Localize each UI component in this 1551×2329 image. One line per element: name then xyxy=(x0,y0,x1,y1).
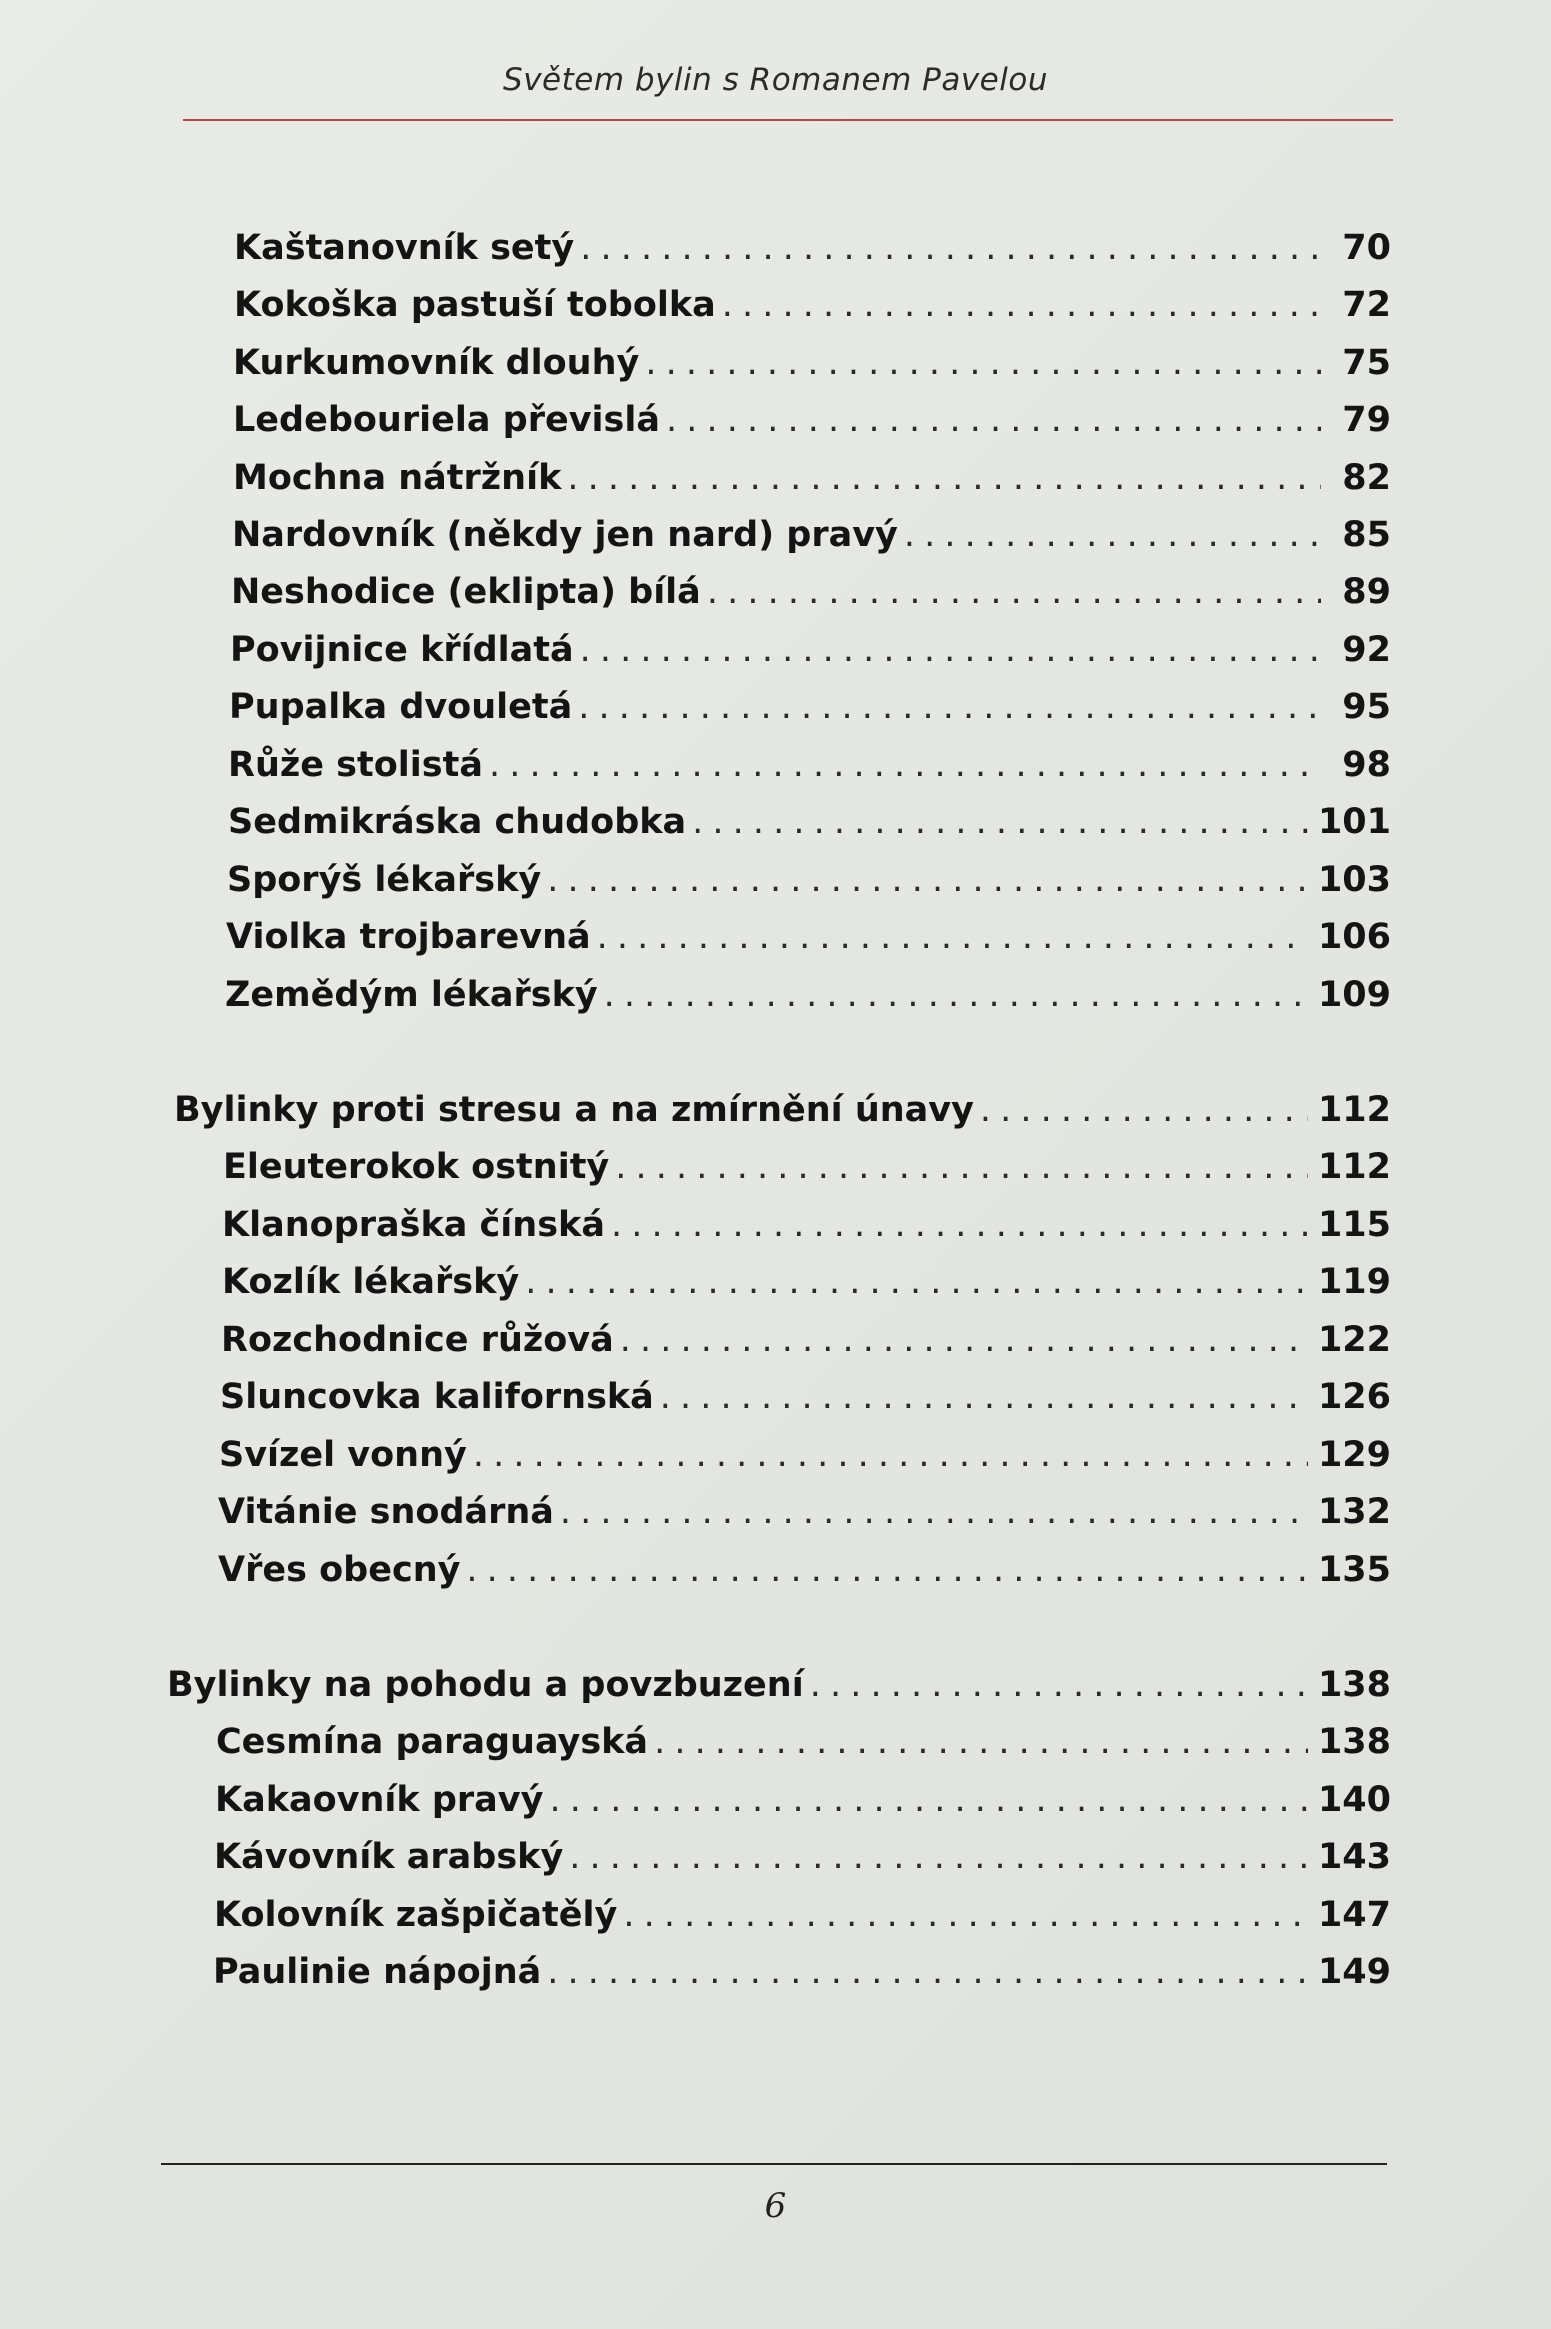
dot-leader xyxy=(611,1203,1308,1247)
toc-entry-page: 149 xyxy=(1317,1952,1391,1992)
toc-entry-title: Neshodice (eklipta) bílá xyxy=(231,572,701,612)
toc-entry-page: 106 xyxy=(1317,917,1391,957)
toc-entry-page: 70 xyxy=(1342,228,1391,268)
toc-entry xyxy=(233,456,1391,500)
dot-leader xyxy=(567,456,1321,500)
toc-entry-page: 135 xyxy=(1317,1550,1391,1590)
toc-entry-page: 143 xyxy=(1317,1837,1391,1877)
toc-entry xyxy=(213,1950,1391,1994)
toc-entry-page: 129 xyxy=(1317,1435,1391,1475)
dot-leader xyxy=(578,685,1321,729)
footer-divider xyxy=(161,2163,1387,2165)
dot-leader xyxy=(692,800,1308,844)
toc-entry xyxy=(218,1548,1391,1592)
toc-entry-page: 89 xyxy=(1342,572,1391,612)
dot-leader xyxy=(525,1260,1308,1304)
toc-entry-page: 98 xyxy=(1342,745,1391,785)
dot-leader xyxy=(549,1778,1308,1822)
toc-entry-page: 109 xyxy=(1317,975,1391,1015)
toc-entry-title: Rozchodnice růžová xyxy=(221,1320,614,1360)
toc-entry xyxy=(222,1203,1391,1247)
toc-entry-title: Eleuterokok ostnitý xyxy=(223,1147,610,1187)
dot-leader xyxy=(980,1088,1308,1132)
toc-entry-page: 85 xyxy=(1342,515,1391,555)
toc-entry-page: 79 xyxy=(1342,400,1391,440)
toc-entry xyxy=(222,1260,1391,1304)
toc-entry-page: 112 xyxy=(1317,1090,1391,1130)
toc-entry xyxy=(230,628,1391,672)
dot-leader xyxy=(597,915,1308,959)
toc-entry xyxy=(214,1835,1391,1879)
running-header: Světem bylin s Romanem Pavelou xyxy=(503,62,1048,98)
toc-entry-page: 126 xyxy=(1317,1377,1391,1417)
toc-section-entry xyxy=(167,1663,1391,1707)
dot-leader xyxy=(560,1490,1308,1534)
toc-entry-title: Růže stolistá xyxy=(228,745,483,785)
dot-leader xyxy=(489,743,1321,787)
toc-entry-title: Paulinie nápojná xyxy=(213,1952,542,1992)
toc-entry xyxy=(221,1318,1391,1362)
dot-leader xyxy=(547,1950,1308,1994)
toc-entry-page: 103 xyxy=(1317,860,1391,900)
dot-leader xyxy=(810,1663,1308,1707)
toc-entry-title: Violka trojbarevná xyxy=(226,917,591,957)
toc-entry-page: 82 xyxy=(1342,458,1391,498)
dot-leader xyxy=(547,858,1308,902)
toc-entry-title: Svízel vonný xyxy=(219,1435,467,1475)
toc-entry-page: 122 xyxy=(1317,1320,1391,1360)
toc-entry xyxy=(231,570,1391,614)
toc-entry xyxy=(232,513,1391,557)
toc-entry xyxy=(219,1433,1391,1477)
toc-entry-page: 147 xyxy=(1317,1895,1391,1935)
toc-entry xyxy=(234,283,1391,327)
toc-entry xyxy=(223,1145,1391,1189)
toc-entry xyxy=(227,858,1391,902)
toc-entry-page: 112 xyxy=(1317,1147,1391,1187)
toc-entry-title: Cesmína paraguayská xyxy=(216,1722,649,1762)
toc-entry-title: Pupalka dvouletá xyxy=(229,687,573,727)
dot-leader xyxy=(654,1720,1308,1764)
toc-entry-page: 140 xyxy=(1317,1780,1391,1820)
toc-entry-page: 92 xyxy=(1342,630,1391,670)
toc-entry xyxy=(216,1720,1391,1764)
dot-leader xyxy=(645,341,1321,385)
toc-entry-page: 95 xyxy=(1342,687,1391,727)
toc-entry-title: Kozlík lékařský xyxy=(222,1262,520,1302)
toc-entry-title: Kakaovník pravý xyxy=(215,1780,544,1820)
dot-leader xyxy=(904,513,1321,557)
toc-entry xyxy=(228,800,1391,844)
dot-leader xyxy=(580,628,1321,672)
toc-entry-title: Zemědým lékařský xyxy=(225,975,598,1015)
toc-entry xyxy=(229,685,1391,729)
toc-entry-title: Kurkumovník dlouhý xyxy=(233,343,640,383)
toc-entry-page: 138 xyxy=(1317,1665,1391,1705)
toc-entry-title: Vřes obecný xyxy=(218,1550,461,1590)
toc-entry-title: Vitánie snodárná xyxy=(218,1492,554,1532)
toc-entry-title: Kávovník arabský xyxy=(214,1837,564,1877)
toc-entry-title: Kolovník zašpičatělý xyxy=(214,1895,618,1935)
toc-entry xyxy=(228,743,1391,787)
toc-entry xyxy=(218,1490,1391,1534)
toc-entry-title: Sedmikráska chudobka xyxy=(228,802,687,842)
toc-entry-title: Sluncovka kalifornská xyxy=(220,1377,654,1417)
header-divider xyxy=(183,119,1393,121)
toc-entry-title: Ledebouriela převislá xyxy=(233,400,660,440)
toc-entry-page: 72 xyxy=(1342,285,1391,325)
dot-leader xyxy=(666,398,1321,442)
toc-entry-page: 138 xyxy=(1317,1722,1391,1762)
toc-entry-title: Kokoška pastuší tobolka xyxy=(234,285,716,325)
toc-entry xyxy=(233,398,1391,442)
toc-section-title: Bylinky proti stresu a na zmírnění únavy xyxy=(174,1090,974,1130)
toc-entry-title: Nardovník (někdy jen nard) pravý xyxy=(232,515,898,555)
toc-entry-title: Kaštanovník setý xyxy=(234,228,575,268)
toc-entry-title: Sporýš lékařský xyxy=(227,860,542,900)
dot-leader xyxy=(466,1548,1308,1592)
page-number: 6 xyxy=(764,2186,787,2226)
dot-leader xyxy=(707,570,1321,614)
toc-entry-page: 119 xyxy=(1317,1262,1391,1302)
toc-entry-page: 115 xyxy=(1317,1205,1391,1245)
toc-entry xyxy=(234,226,1391,270)
toc-entry xyxy=(226,915,1391,959)
toc-entry xyxy=(215,1778,1391,1822)
dot-leader xyxy=(473,1433,1308,1477)
toc-section-title: Bylinky na pohodu a povzbuzení xyxy=(167,1665,804,1705)
toc-section-entry xyxy=(174,1088,1391,1132)
dot-leader xyxy=(623,1893,1308,1937)
dot-leader xyxy=(604,973,1308,1017)
dot-leader xyxy=(580,226,1321,270)
toc-entry-title: Mochna nátržník xyxy=(233,458,562,498)
toc-entry xyxy=(225,973,1391,1017)
toc-entry-title: Povijnice křídlatá xyxy=(230,630,574,670)
toc-entry-page: 101 xyxy=(1317,802,1391,842)
dot-leader xyxy=(615,1145,1308,1189)
toc-entry xyxy=(220,1375,1391,1419)
toc-entry xyxy=(233,341,1391,385)
dot-leader xyxy=(620,1318,1308,1362)
dot-leader xyxy=(722,283,1321,327)
toc-entry-page: 132 xyxy=(1317,1492,1391,1532)
dot-leader xyxy=(569,1835,1308,1879)
dot-leader xyxy=(660,1375,1308,1419)
toc-entry-page: 75 xyxy=(1342,343,1391,383)
toc-entry-title: Klanopraška čínská xyxy=(222,1205,605,1245)
toc-entry xyxy=(214,1893,1391,1937)
